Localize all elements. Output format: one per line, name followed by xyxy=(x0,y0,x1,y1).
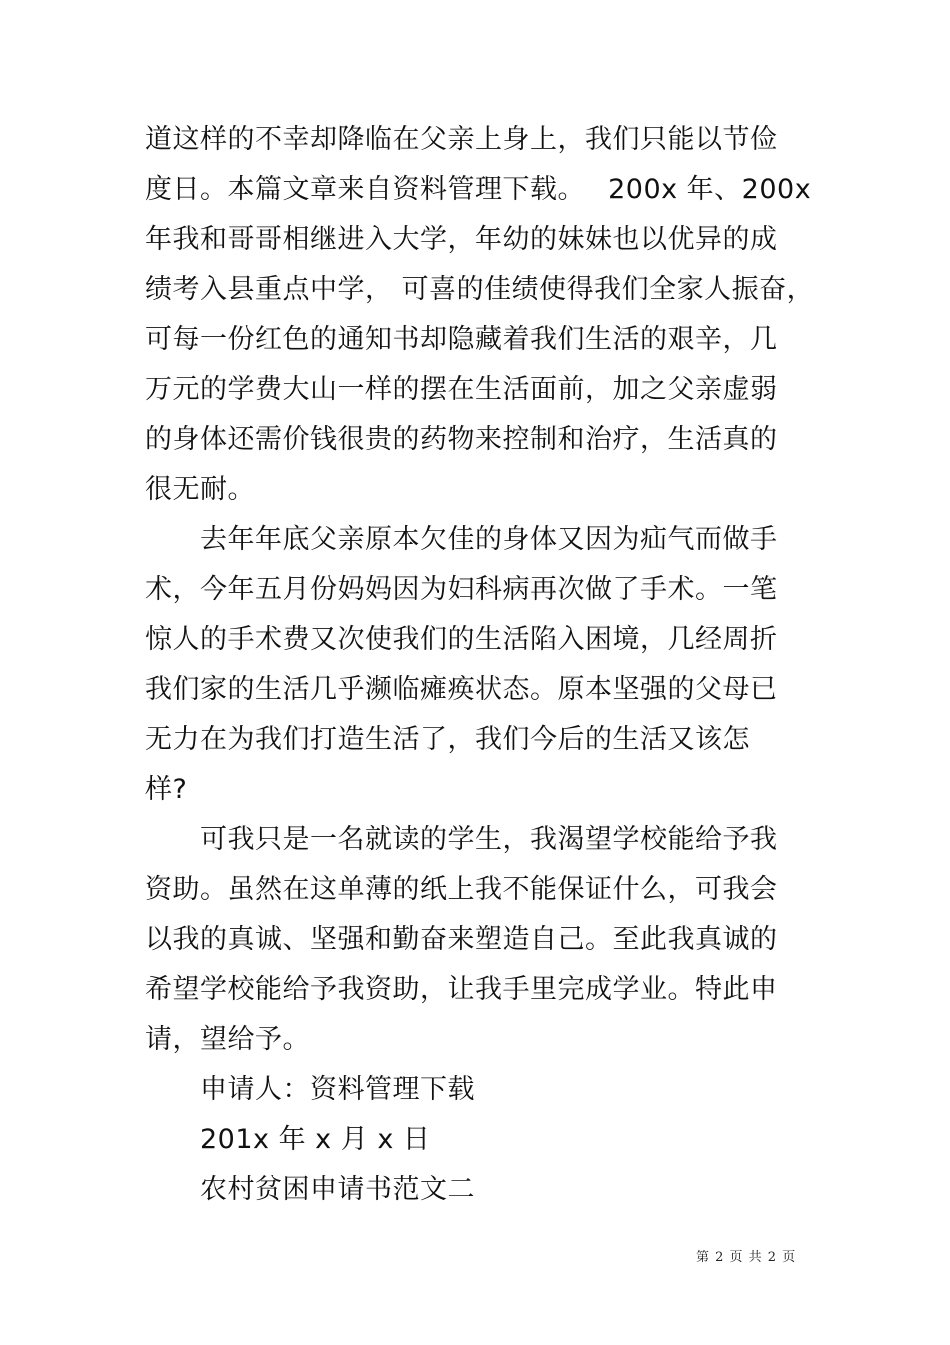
body-line-3: 年我和哥哥相继进入大学，年幼的妹妹也以优异的成 xyxy=(145,224,778,255)
body-line-5: 可每一份红色的通知书却隐藏着我们生活的艰辛，几 xyxy=(145,324,778,355)
body-line-13: 无力在为我们打造生活了，我们今后的生活又该怎 xyxy=(145,724,750,755)
next-title-line: 农村贫困申请书范文二 xyxy=(200,1174,475,1205)
body-line-4: 绩考入县重点中学， 可喜的佳绩使得我们全家人振奋， xyxy=(145,274,815,305)
body-line-2: 度日。本篇文章来自资料管理下载。 200x 年、200x xyxy=(145,174,812,205)
body-line-11: 惊人的手术费又次使我们的生活陷入困境，几经周折 xyxy=(145,624,778,655)
page-footer: 第 2 页 共 2 页 xyxy=(696,1250,797,1265)
body-line-18: 希望学校能给予我资助，让我手里完成学业。特此申 xyxy=(145,974,778,1005)
body-line-1: 道这样的不幸却降临在父亲上身上，我们只能以节俭 xyxy=(145,124,778,155)
applicant-line: 申请人：资料管理下载 xyxy=(200,1074,475,1105)
body-line-19: 请，望给予。 xyxy=(145,1024,310,1055)
body-line-9: 去年年底父亲原本欠佳的身体又因为疝气而做手 xyxy=(200,524,778,555)
body-line-8: 很无耐。 xyxy=(145,474,255,505)
body-line-15: 可我只是一名就读的学生，我渴望学校能给予我 xyxy=(200,824,778,855)
body-line-16: 资助。虽然在这单薄的纸上我不能保证什么，可我会 xyxy=(145,874,778,905)
body-line-12: 我们家的生活几乎濒临瘫痪状态。原本坚强的父母已 xyxy=(145,674,778,705)
date-line: 201x 年 x 月 x 日 xyxy=(200,1124,431,1155)
body-line-6: 万元的学费大山一样的摆在生活面前，加之父亲虚弱 xyxy=(145,374,778,405)
body-line-17: 以我的真诚、坚强和勤奋来塑造自己。至此我真诚的 xyxy=(145,924,778,955)
body-line-14: 样? xyxy=(145,774,188,805)
body-line-10: 术，今年五月份妈妈因为妇科病再次做了手术。一笔 xyxy=(145,574,778,605)
body-line-7: 的身体还需价钱很贵的药物来控制和治疗，生活真的 xyxy=(145,424,778,455)
